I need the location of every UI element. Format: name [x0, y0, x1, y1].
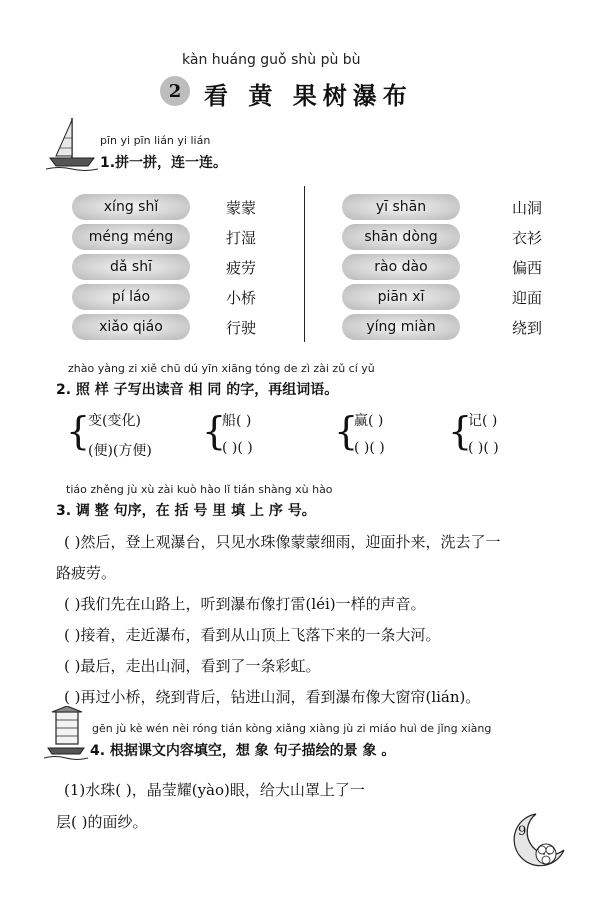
word-item[interactable]: 蒙蒙 [226, 199, 257, 217]
pinyin-pill[interactable]: xiǎo qiáo [72, 314, 190, 340]
pinyin-pill[interactable]: piān xī [342, 284, 460, 310]
fill-blank-line[interactable]: (1)水珠( )，晶莹耀(yào)眼，给大山罩上了一 [64, 781, 365, 799]
brace: { [202, 409, 227, 453]
page-number: 9 [518, 824, 527, 839]
word-item[interactable]: 迎面 [512, 289, 543, 307]
section1-label: 1.拼一拼，连一连。 [100, 155, 228, 171]
brace: { [448, 409, 473, 453]
word-item[interactable]: 小桥 [226, 289, 257, 307]
column-divider [304, 186, 305, 342]
title-pinyin: kàn huáng guǒ shù pù bù [182, 52, 361, 68]
group-top[interactable]: 记( ) [468, 413, 498, 429]
pinyin-pill[interactable]: méng méng [72, 224, 190, 250]
word-item[interactable]: 衣衫 [512, 229, 543, 247]
sentence-continuation: 路疲劳。 [56, 564, 117, 582]
group-bottom[interactable]: ( )( ) [354, 440, 385, 456]
pinyin-pill[interactable]: shān dòng [342, 224, 460, 250]
word-item[interactable]: 疲劳 [226, 259, 257, 277]
brace: { [66, 409, 91, 453]
section3-pinyin: tiáo zhěng jù xù zài kuò hào lǐ tián shàng xù hào [66, 483, 333, 496]
fill-blank-line[interactable]: 层( )的面纱。 [56, 813, 148, 831]
word-item[interactable]: 绕到 [512, 319, 543, 337]
pinyin-pill[interactable]: xíng shǐ [72, 194, 190, 220]
section3-label: 3. 调 整 句序，在 括 号 里 填 上 序 号。 [56, 503, 316, 519]
group-top: 变(变化) [88, 413, 141, 429]
pinyin-pill[interactable]: rào dào [342, 254, 460, 280]
pinyin-pill[interactable]: pí láo [72, 284, 190, 310]
group-top[interactable]: 赢( ) [354, 413, 384, 429]
group-bottom[interactable]: ( )( ) [468, 440, 499, 456]
group-bottom[interactable]: ( )( ) [222, 440, 253, 456]
brace: { [334, 409, 359, 453]
pavilion-icon [44, 706, 88, 760]
pinyin-pill[interactable]: dǎ shī [72, 254, 190, 280]
section4-label: 4. 根据课文内容填空，想 象 句子描绘的景 象 。 [90, 743, 396, 759]
pinyin-pill[interactable]: yī shān [342, 194, 460, 220]
group-bottom: (便)(方便) [88, 443, 152, 459]
sentence-item[interactable]: ( )接着，走近瀑布，看到从山顶上飞落下来的一条大河。 [64, 626, 441, 644]
word-item[interactable]: 行驶 [226, 319, 257, 337]
lesson-number-badge: 2 [160, 76, 190, 106]
sentence-item[interactable]: ( )我们先在山路上，听到瀑布像打雷(léi)一样的声音。 [64, 595, 426, 613]
sentence-item[interactable]: ( )最后，走出山洞，看到了一条彩虹。 [64, 657, 321, 675]
word-item[interactable]: 打湿 [226, 229, 257, 247]
sentence-item[interactable]: ( )再过小桥，绕到背后，钻进山洞，看到瀑布像大窗帘(lián)。 [64, 688, 481, 706]
moon-sheep-icon [508, 810, 568, 872]
section4-pinyin: gēn jù kè wén nèi róng tián kòng xiǎng xiàng jù zi miáo huì de jǐng xiàng [92, 722, 492, 735]
page-title: 看 黄 果树瀑布 [204, 81, 413, 110]
word-item[interactable]: 山洞 [512, 199, 543, 217]
pinyin-pill[interactable]: yíng miàn [342, 314, 460, 340]
section2-pinyin: zhào yàng zi xiě chū dú yīn xiāng tóng de zì zài zǔ cí yǔ [68, 362, 375, 375]
section1-pinyin: pīn yi pīn lián yi lián [100, 134, 211, 147]
section2-label: 2. 照 样 子写出读音 相 同 的字，再组词语。 [56, 382, 339, 398]
sentence-item[interactable]: ( )然后，登上观瀑台，只见水珠像蒙蒙细雨，迎面扑来，洗去了一 [64, 533, 501, 551]
word-item[interactable]: 偏西 [512, 259, 543, 277]
group-top[interactable]: 船( ) [222, 413, 252, 429]
sailboat-icon [46, 116, 98, 172]
